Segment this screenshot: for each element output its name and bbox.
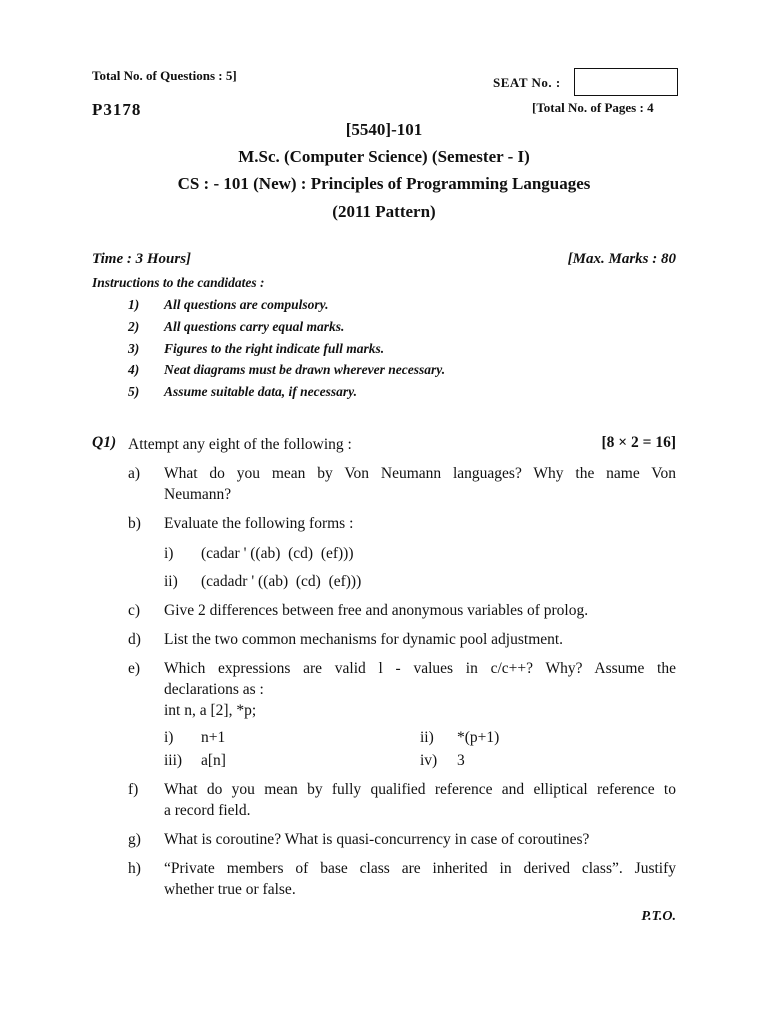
option-label: iii): [164, 752, 183, 769]
option-label: ii): [420, 729, 434, 746]
instruction-text: All questions carry equal marks.: [164, 319, 345, 334]
question-marks: [8 × 2 = 16]: [601, 434, 676, 451]
option-text: (cadadr ' ((ab) (cd) (ef))): [201, 573, 362, 590]
please-turn-over: P.T.O.: [641, 909, 676, 924]
instruction-text: All questions are compulsory.: [164, 297, 329, 312]
option-label: iv): [420, 752, 438, 769]
course-title: M.Sc. (Computer Science) (Semester - I): [238, 147, 530, 166]
sub-question-h: [164, 858, 676, 900]
sub-question-f: [164, 779, 676, 821]
option-text: a[n]: [201, 752, 226, 769]
option-text: *(p+1): [457, 729, 500, 746]
sub-question-e: [164, 658, 676, 721]
total-questions: Total No. of Questions : 5]: [92, 68, 237, 83]
instruction-num: 3): [128, 341, 140, 356]
sub-question-g: What is coroutine? What is quasi-concurrency in case of coroutines?: [164, 831, 590, 848]
instruction-num: 4): [128, 362, 140, 377]
sub-question-c: Give 2 differences between free and anonymous variables of prolog.: [164, 602, 589, 619]
sub-question-label: f): [128, 781, 139, 798]
seat-number-box: [574, 68, 678, 96]
paper-code: P3178: [92, 100, 142, 119]
exam-code: [5540]-101: [345, 120, 423, 139]
sub-question-label: h): [128, 860, 141, 877]
sub-question-label: c): [128, 602, 141, 619]
sub-question-label: d): [128, 631, 141, 648]
sub-question-label: b): [128, 515, 141, 532]
sub-question-b: Evaluate the following forms :: [164, 515, 354, 532]
sub-question-line: What do you mean by Von Neumann languages? Why the name Von: [164, 465, 676, 482]
pattern-title: (2011 Pattern): [332, 202, 436, 221]
sub-question-line: Which expressions are valid l - values in c/c++? Why? Assume the: [164, 660, 676, 677]
instruction-text: Neat diagrams must be drawn wherever necessary.: [164, 362, 446, 377]
sub-question-line: Neumann?: [164, 486, 232, 503]
sub-question-line: whether true or false.: [164, 881, 296, 898]
instruction-num: 5): [128, 384, 140, 399]
sub-question-line: declarations as :: [164, 681, 264, 698]
sub-question-line: What do you mean by fully qualified reference and elliptical reference to: [164, 781, 676, 798]
max-marks: [Max. Marks : 80: [567, 251, 676, 267]
sub-question-a: [164, 463, 676, 505]
option-label: i): [164, 729, 174, 746]
subject-title: CS : - 101 (New) : Principles of Programming Languages: [177, 174, 591, 193]
total-pages: [Total No. of Pages : 4: [532, 100, 654, 115]
seat-label: SEAT No. :: [493, 75, 561, 90]
sub-question-d: List the two common mechanisms for dynamic pool adjustment.: [164, 631, 564, 648]
instruction-text: Assume suitable data, if necessary.: [164, 384, 358, 399]
sub-question-line: int n, a [2], *p;: [164, 702, 257, 719]
time-allowed: Time : 3 Hours]: [92, 251, 192, 267]
sub-question-label: a): [128, 465, 141, 482]
sub-question-line: “Private members of base class are inherited in derived class”. Justify: [164, 860, 676, 877]
question-number: Q1): [92, 434, 117, 451]
instruction-text: Figures to the right indicate full marks.: [164, 341, 385, 356]
option-text: (cadar ' ((ab) (cd) (ef))): [201, 545, 354, 562]
sub-question-label: e): [128, 660, 141, 677]
sub-question-label: g): [128, 831, 141, 848]
sub-question-line: a record field.: [164, 802, 251, 819]
instruction-num: 2): [128, 319, 140, 334]
option-text: n+1: [201, 729, 226, 746]
instructions-heading: Instructions to the candidates :: [92, 275, 265, 290]
option-text: 3: [457, 752, 465, 769]
option-label: i): [164, 545, 174, 562]
instruction-num: 1): [128, 297, 140, 312]
question-text: Attempt any eight of the following :: [128, 436, 352, 453]
option-label: ii): [164, 573, 178, 590]
